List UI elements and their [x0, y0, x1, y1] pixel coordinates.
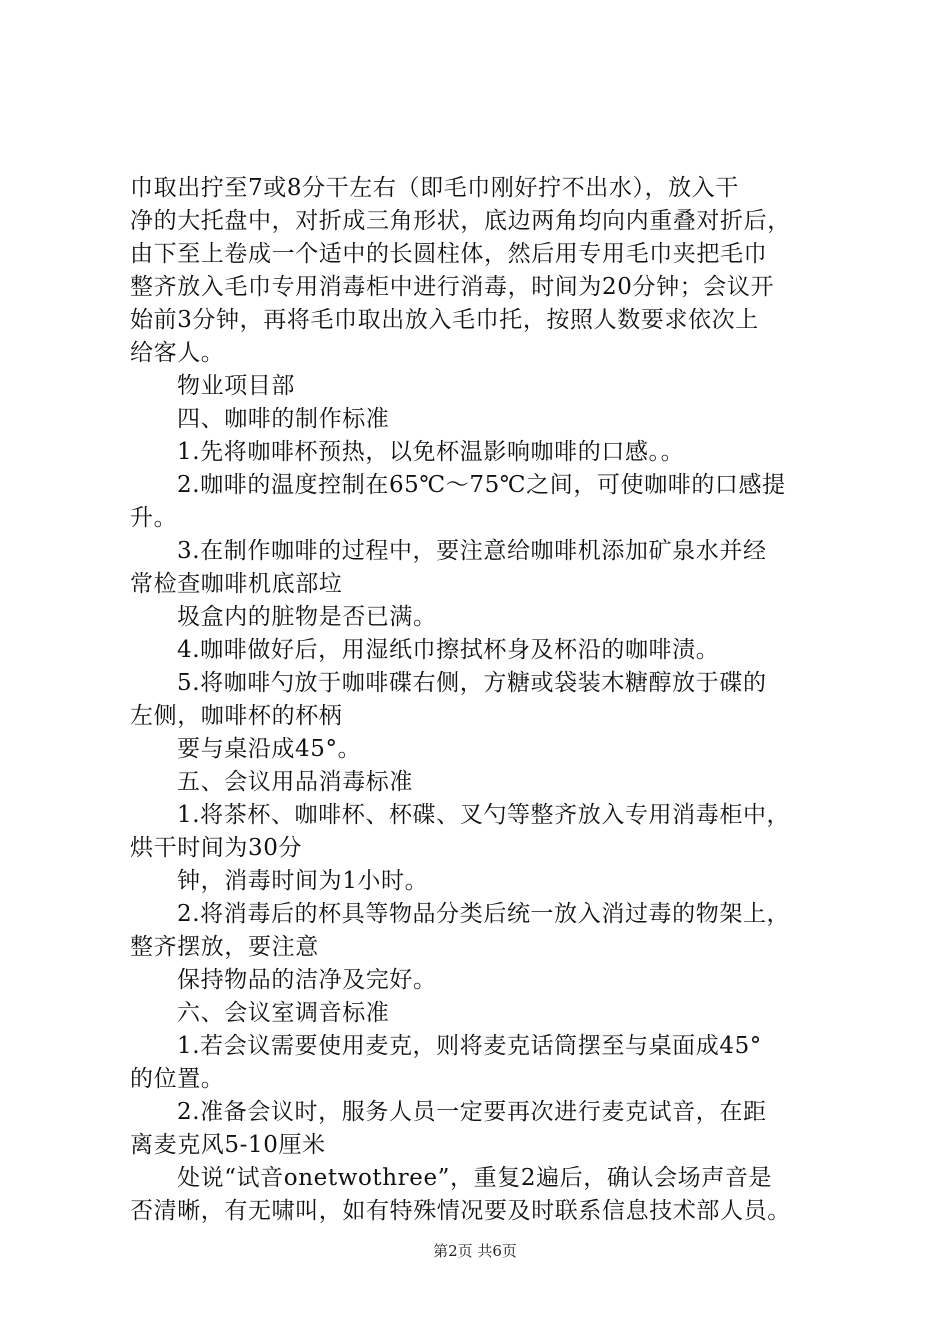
text-line: 净的大托盘中，对折成三角形状，底边两角均向内重叠对折后，: [130, 208, 791, 234]
text-line: 整齐放入毛巾专用消毒柜中进行消毒，时间为20分钟；会议开: [130, 274, 775, 300]
text-line: 钟，消毒时间为1小时。: [177, 868, 429, 894]
text-line: 巾取出拧至7或8分干左右（即毛巾刚好拧不出水），放入干: [130, 175, 739, 201]
text-line: 4.咖啡做好后，用湿纸巾擦拭杯身及杯沿的咖啡渍。: [177, 637, 720, 663]
text-line: 2.准备会议时，服务人员一定要再次进行麦克试音，在距: [177, 1099, 767, 1125]
text-line: 常检查咖啡机底部垃: [130, 571, 343, 597]
text-line: 的位置。: [130, 1066, 225, 1092]
page-footer: 第2页 共6页: [433, 1242, 517, 1260]
document-body: [130, 172, 835, 1228]
section-heading: 五、会议用品消毒标准: [177, 769, 413, 795]
section-heading: 四、咖啡的制作标准: [177, 406, 390, 432]
text-line: 保持物品的洁净及完好。: [177, 967, 437, 993]
text-line: 1.若会议需要使用麦克，则将麦克话筒摆至与桌面成45°: [177, 1033, 762, 1059]
section-note: 物业项目部: [177, 373, 295, 399]
text-line: 烘干时间为30分: [130, 835, 303, 861]
section-heading: 六、会议室调音标准: [177, 1000, 390, 1026]
text-line: 整齐摆放，要注意: [130, 934, 319, 960]
text-line: 给客人。: [130, 340, 225, 366]
text-line: 要与桌沿成45°。: [177, 736, 362, 762]
text-line: 1.将茶杯、咖啡杯、杯碟、叉勺等整齐放入专用消毒柜中，: [177, 802, 791, 828]
text-line: 始前3分钟，再将毛巾取出放入毛巾托，按照人数要求依次上: [130, 307, 759, 333]
text-line: 圾盒内的脏物是否已满。: [177, 604, 437, 630]
text-line: 由下至上卷成一个适中的长圆柱体，然后用专用毛巾夹把毛巾: [130, 241, 768, 267]
text-line: 离麦克风5-10厘米: [130, 1132, 326, 1158]
text-line: 否清晰，有无啸叫，如有特殊情况要及时联系信息技术部人员。: [130, 1198, 791, 1224]
text-line: 3.在制作咖啡的过程中，要注意给咖啡机添加矿泉水并经: [177, 538, 767, 564]
text-line: 1.先将咖啡杯预热，以免杯温影响咖啡的口感。。: [177, 439, 685, 465]
text-line: 2.咖啡的温度控制在65℃～75℃之间，可使咖啡的口感提: [177, 472, 786, 498]
text-line: 5.将咖啡勺放于咖啡碟右侧，方糖或袋装木糖醇放于碟的: [177, 670, 767, 696]
text-line: 升。: [130, 505, 178, 531]
text-line: 处说“试音onetwothree”，重复2遍后，确认会场声音是: [177, 1165, 773, 1191]
text-line: 左侧，咖啡杯的杯柄: [130, 703, 343, 729]
text-line: 2.将消毒后的杯具等物品分类后统一放入消过毒的物架上，: [177, 901, 791, 927]
